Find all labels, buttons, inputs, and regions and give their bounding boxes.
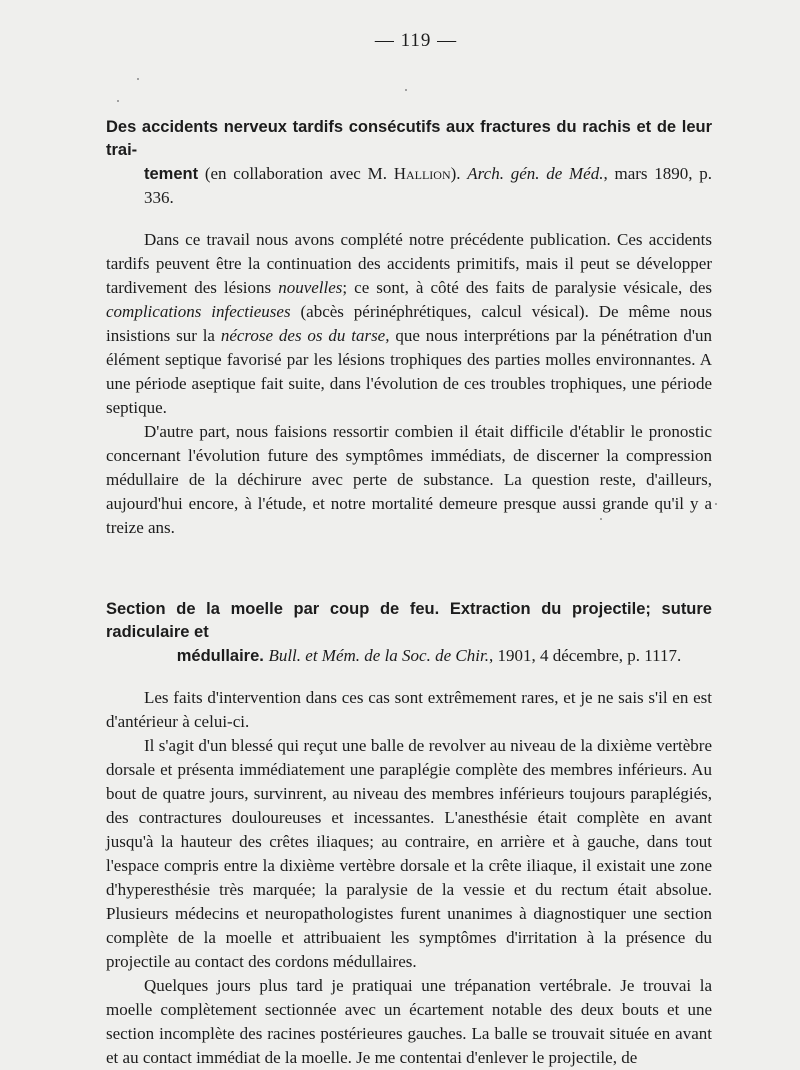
article-1-heading [106,116,712,210]
a1p1-text-3: (abcès périnéphrétiques, calcul vésical). De même nous insistions sur la [106,302,713,345]
article-1-title-line2: tement [144,165,199,183]
article-2-citation-journal: Bull. et Mém. de la Soc. de Chir. [268,646,489,665]
article-1-citation-author: Hallion [393,164,451,183]
article-1-citation-mid: ). [450,164,468,183]
scan-speck [117,100,119,102]
article-1-title-line2-wrap [106,162,712,210]
article-2-paragraph-3: Quelques jours plus tard je pratiquai une trépanation vertébrale. Je trouvai la moelle complètement sectionnée avec un écartement notable des deux bouts et une section incomplète des racines postérieures gauches. La balle se trouvait située en avant et au contact immédiat de la moelle. Je me contentai d'enlever le projectile, de [106,976,712,1067]
article-2-paragraph-2: Il s'agit d'un blessé qui reçut une balle de revolver au niveau de la dixième vertèbre dorsale et présenta immédiatement une paraplégie complète des membres inférieurs. Au bout de quatre jours, survinrent, au niveau des membres inférieurs toujours paraplégiés, des contractures douloureuses et incessantes. L'anesthésie était complète en avant jusqu'à la hauteur des crêtes iliaques; au contraire, en arrière et à gauche, dans tout l'espace compris entre la dixième vertèbre dorsale et la crête iliaque, il existait une zone d'hyperesthésie très marquée; la paralysie de la vessie et du rectum était absolue. Plusieurs médecins et neuropathologistes furent unanimes à diagnostiquer une section complète de la moelle et attribuaient les symptômes d'irritation à la présence du projectile au contact des cordons médullaires. [106,736,712,971]
article-2-citation [268,646,681,665]
a1p1-italic-1: nouvelles [278,278,343,297]
a1p1-text-2: ; ce sont, à côté des faits de paralysie vésicale, des [342,278,712,297]
article-1-paragraph-2: D'autre part, nous faisions ressortir combien il était difficile d'établir le pronostic concernant l'évolution future des symptômes immédiats, de discerner la compression médullaire de la déchirure avec perte de substance. La question reste, d'ailleurs, aujourd'hui encore, à l'étude, et notre mortalité demeure presque aussi grande qu'il y a treize ans. [106,422,712,537]
section-gap [106,540,712,598]
article-1-citation-suffix: , mars 1890, p. 336. [144,164,712,207]
a1p1-text-4: que nous interprétions par la pénétration d'un élément septique favorisé par les lésions trophiques des parties molles environnantes. A une période aseptique fait suite, dans l'évolution de ces troubles trophiques, une période septique. [106,326,712,417]
article-1-title-line1: Des accidents nerveux tardifs consécutifs aux fractures du rachis et de leur trai- [106,118,712,159]
article-2-title-line1: Section de la moelle par coup de feu. Extraction du projectile; suture radiculaire et [106,600,712,641]
a1p1-text-1: Dans ce travail nous avons complété notre précédente publication. Ces accidents tardifs peuvent être la continuation des accidents primitifs, mais il peut se développer tardivement des lésions [106,230,712,297]
article-1-citation [144,164,712,207]
a1p1-italic-2: complications infectieuses [106,302,291,321]
article-2-paragraph-1: Les faits d'intervention dans ces cas sont extrêmement rares, et je ne sais s'il en est d'antérieur à celui-ci. [106,688,712,731]
article-2-citation-suffix: , 1901, 4 décembre, p. 1117. [488,646,682,665]
a1p1-italic-3: nécrose des os du tarse, [220,326,390,345]
article-2 [106,598,712,1070]
scan-speck [715,503,717,505]
article-1-citation-journal: Arch. gén. de Méd. [467,164,604,183]
article-2-heading [106,598,712,668]
article-1 [106,116,712,540]
article-2-title-line2-wrap [106,644,712,668]
article-1-paragraph-1 [106,228,712,420]
page-number: — 119 — [374,30,458,51]
scan-speck [137,78,139,80]
article-1-citation-prefix: (en collaboration avec M. [198,164,394,183]
scan-speck [405,89,407,91]
article-2-title-line2: médullaire. [176,647,264,665]
scan-speck [600,518,602,520]
